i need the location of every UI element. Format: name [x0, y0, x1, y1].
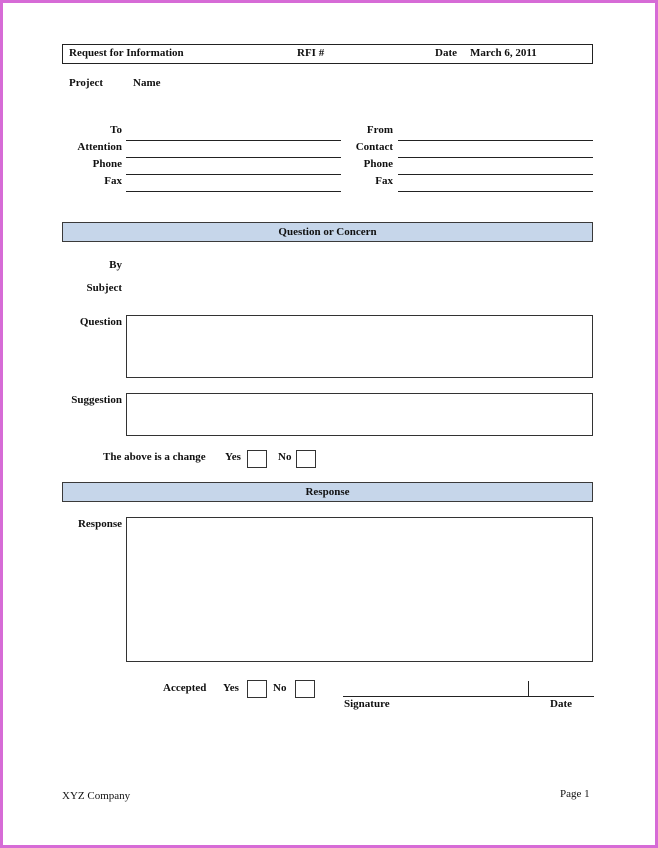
- accepted-yes-label: Yes: [223, 682, 239, 694]
- fax-label-left: Fax: [104, 175, 122, 187]
- to-field[interactable]: [126, 140, 341, 141]
- phone-label-left: Phone: [92, 158, 122, 170]
- suggestion-textarea[interactable]: [126, 393, 593, 436]
- project-name-label: Name: [133, 77, 161, 89]
- question-label: Question: [79, 316, 122, 328]
- response-label: Response: [77, 518, 122, 530]
- from-label: From: [366, 124, 393, 136]
- accepted-no-checkbox[interactable]: [295, 680, 315, 698]
- fax-field-right[interactable]: [398, 191, 593, 192]
- from-field[interactable]: [398, 140, 593, 141]
- question-textarea[interactable]: [126, 315, 593, 378]
- change-no-label: No: [278, 451, 292, 463]
- fax-label-right: Fax: [375, 175, 393, 187]
- fax-field-left[interactable]: [126, 191, 341, 192]
- phone-field-right[interactable]: [398, 174, 593, 175]
- to-label: To: [110, 124, 122, 136]
- accepted-label: Accepted: [163, 682, 207, 694]
- question-section-header: Question or Concern: [62, 222, 593, 242]
- rfi-label: RFI #: [297, 47, 325, 59]
- accepted-no-label: No: [273, 682, 287, 694]
- project-label: Project: [69, 77, 103, 89]
- phone-field-left[interactable]: [126, 174, 341, 175]
- footer-page: Page 1: [560, 788, 590, 800]
- signature-line[interactable]: [343, 696, 594, 697]
- attention-field[interactable]: [126, 157, 341, 158]
- subject-label: Subject: [86, 282, 122, 294]
- response-section-header: Response: [62, 482, 593, 502]
- attention-label: Attention: [77, 141, 122, 153]
- by-label: By: [109, 259, 122, 271]
- signature-label: Signature: [344, 698, 390, 710]
- response-textarea[interactable]: [126, 517, 593, 662]
- signature-divider: [528, 681, 529, 696]
- date-value: March 6, 2011: [470, 47, 537, 59]
- footer-company: XYZ Company: [62, 790, 131, 802]
- phone-label-right: Phone: [363, 158, 393, 170]
- change-yes-checkbox[interactable]: [247, 450, 267, 468]
- change-no-checkbox[interactable]: [296, 450, 316, 468]
- contact-label: Contact: [355, 141, 393, 153]
- suggestion-label: Suggestion: [71, 394, 122, 406]
- contact-field[interactable]: [398, 157, 593, 158]
- form-title: Request for Information: [69, 47, 184, 59]
- signature-date-label: Date: [550, 698, 572, 710]
- date-label: Date: [435, 47, 457, 59]
- change-label: The above is a change: [103, 451, 206, 463]
- accepted-yes-checkbox[interactable]: [247, 680, 267, 698]
- change-yes-label: Yes: [225, 451, 241, 463]
